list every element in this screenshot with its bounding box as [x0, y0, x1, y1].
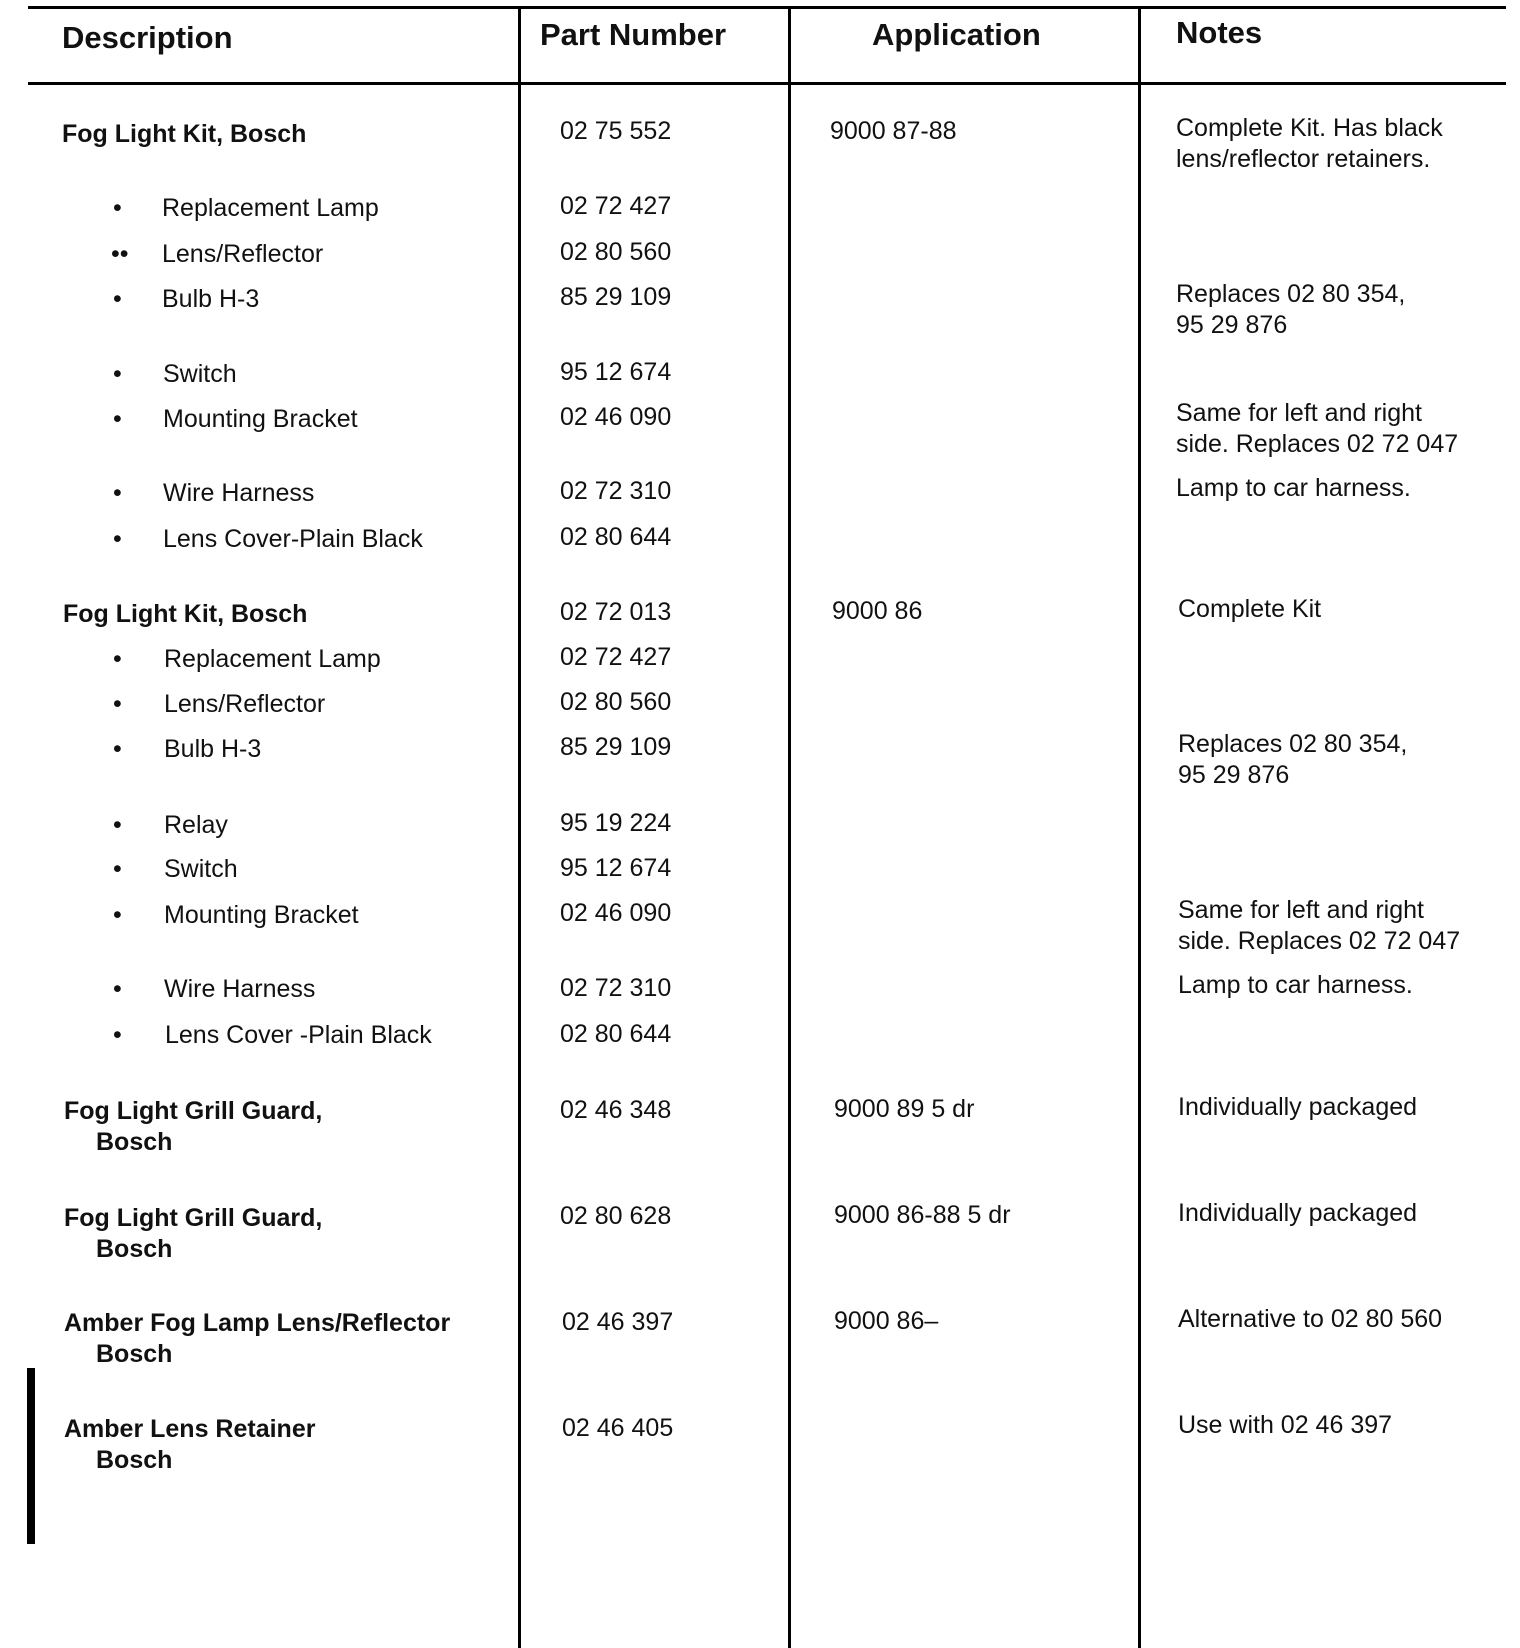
- bullet: •: [113, 690, 122, 718]
- item-title-continued: Bosch: [96, 1446, 173, 1474]
- header-rule: [28, 82, 1506, 85]
- note-line: lens/reflector retainers.: [1176, 145, 1431, 173]
- note-line: Individually packaged: [1178, 1093, 1418, 1121]
- component-name: Lens/Reflector: [164, 690, 326, 718]
- header-part-number: Part Number: [540, 17, 727, 52]
- part-number: 95 12 674: [560, 358, 672, 386]
- part-number: 02 46 090: [560, 899, 672, 927]
- component-name: Replacement Lamp: [162, 194, 379, 222]
- part-number: 95 12 674: [560, 854, 672, 882]
- header-description: Description: [62, 20, 233, 55]
- part-number: 02 46 405: [562, 1414, 674, 1442]
- component-name: Mounting Bracket: [163, 405, 358, 433]
- note-line: side. Replaces 02 72 047: [1178, 927, 1461, 955]
- part-number: 02 80 628: [560, 1202, 672, 1230]
- component-name: Lens/Reflector: [162, 240, 324, 268]
- bullet: •: [113, 975, 122, 1003]
- column-divider-2: [788, 8, 791, 1648]
- part-number: 02 75 552: [560, 117, 672, 145]
- component-name: Bulb H-3: [162, 285, 260, 313]
- part-number: 85 29 109: [560, 283, 672, 311]
- component-name: Replacement Lamp: [164, 645, 381, 673]
- part-number: 02 72 427: [560, 643, 672, 671]
- note-line: 95 29 876: [1176, 311, 1288, 339]
- item-title: Fog Light Grill Guard,: [64, 1204, 323, 1232]
- part-number: 02 72 427: [560, 192, 672, 220]
- note-line: Same for left and right: [1176, 399, 1422, 427]
- header-application: Application: [872, 17, 1041, 52]
- part-number: 02 46 397: [562, 1308, 674, 1336]
- part-number: 02 72 310: [560, 974, 672, 1002]
- top-rule: [28, 6, 1506, 9]
- application: 9000 87-88: [830, 117, 957, 145]
- bullet: •: [113, 405, 122, 433]
- component-name: Lens Cover-Plain Black: [163, 525, 423, 553]
- note-line: 95 29 876: [1178, 761, 1290, 789]
- part-number: 02 46 090: [560, 403, 672, 431]
- component-name: Wire Harness: [164, 975, 316, 1003]
- note-line: Lamp to car harness.: [1176, 474, 1411, 502]
- note-line: side. Replaces 02 72 047: [1176, 430, 1459, 458]
- component-name: Relay: [164, 811, 228, 839]
- component-name: Mounting Bracket: [164, 901, 359, 929]
- application: 9000 86-88 5 dr: [834, 1201, 1011, 1229]
- part-number: 85 29 109: [560, 733, 672, 761]
- note-line: Same for left and right: [1178, 896, 1424, 924]
- bullet: •: [113, 1021, 122, 1049]
- bullet: •: [113, 525, 122, 553]
- note-line: Individually packaged: [1178, 1199, 1418, 1227]
- part-number: 02 46 348: [560, 1096, 672, 1124]
- bullet: •: [113, 479, 122, 507]
- application: 9000 86–: [834, 1307, 939, 1335]
- column-divider-1: [518, 8, 521, 1648]
- part-number: 95 19 224: [560, 809, 672, 837]
- bullet: •: [113, 855, 122, 883]
- note-line: Complete Kit: [1178, 595, 1322, 623]
- bullet: •: [113, 194, 122, 222]
- part-number: 02 80 560: [560, 688, 672, 716]
- note-line: Replaces 02 80 354,: [1178, 730, 1408, 758]
- part-number: 02 80 644: [560, 523, 672, 551]
- bullet: •: [113, 645, 122, 673]
- item-title-continued: Bosch: [96, 1235, 173, 1263]
- note-line: Lamp to car harness.: [1178, 971, 1413, 999]
- header-notes: Notes: [1176, 15, 1263, 50]
- note-line: Use with 02 46 397: [1178, 1411, 1393, 1439]
- kit-title: Fog Light Kit, Bosch: [62, 120, 307, 148]
- item-title-continued: Bosch: [96, 1128, 173, 1156]
- item-title: Amber Lens Retainer: [64, 1415, 316, 1443]
- item-title: Amber Fog Lamp Lens/Reflector: [64, 1309, 451, 1337]
- item-title: Fog Light Grill Guard,: [64, 1097, 323, 1125]
- column-divider-3: [1138, 8, 1141, 1648]
- note-line: Replaces 02 80 354,: [1176, 280, 1406, 308]
- application: 9000 86: [832, 597, 923, 625]
- item-title-continued: Bosch: [96, 1340, 173, 1368]
- component-name: Lens Cover -Plain Black: [165, 1021, 432, 1049]
- note-line: Alternative to 02 80 560: [1178, 1305, 1443, 1333]
- bullet: ••: [111, 240, 129, 268]
- kit-title: Fog Light Kit, Bosch: [63, 600, 308, 628]
- bullet: •: [113, 901, 122, 929]
- component-name: Switch: [163, 360, 237, 388]
- part-number: 02 80 560: [560, 238, 672, 266]
- bullet: •: [113, 811, 122, 839]
- component-name: Switch: [164, 855, 238, 883]
- part-number: 02 80 644: [560, 1020, 672, 1048]
- change-bar: [27, 1368, 35, 1544]
- note-line: Complete Kit. Has black: [1176, 114, 1443, 142]
- part-number: 02 72 013: [560, 598, 672, 626]
- component-name: Wire Harness: [163, 479, 315, 507]
- part-number: 02 72 310: [560, 477, 672, 505]
- bullet: •: [113, 285, 122, 313]
- bullet: •: [113, 360, 122, 388]
- bullet: •: [113, 735, 122, 763]
- application: 9000 89 5 dr: [834, 1095, 975, 1123]
- component-name: Bulb H-3: [164, 735, 262, 763]
